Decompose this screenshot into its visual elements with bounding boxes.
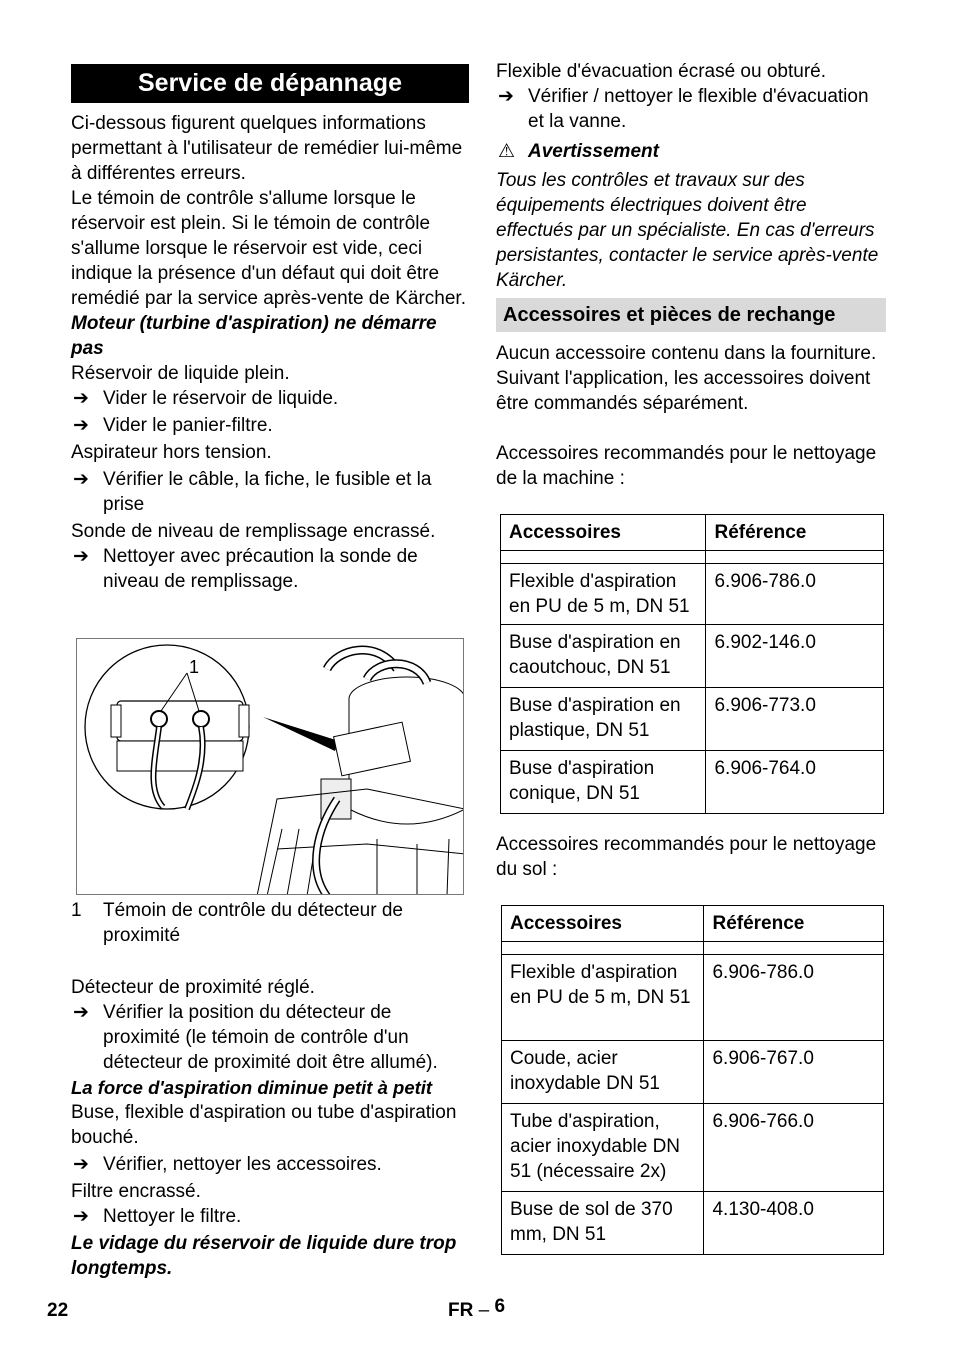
- machine-accessories-intro: Accessoires recommandés pour le nettoyage de la machine :: [496, 443, 877, 489]
- action-item: [71, 1000, 469, 1075]
- page-number: 22: [47, 1300, 69, 1321]
- warning-text: Tous les contrôles et travaux sur des équipements électriques doivent être effectués par un spécialiste. En cas d'erreurs persistantes, contacter le service après-vente Kärcher.: [496, 170, 879, 291]
- accessory-reference: 6.906-786.0: [706, 564, 884, 625]
- legend-item: [71, 898, 469, 948]
- column-header-reference: Référence: [706, 515, 884, 551]
- troubleshoot-block-2: [71, 975, 469, 1281]
- table-row: [502, 955, 884, 1041]
- section-heading-accessories: Accessoires et pièces de rechange: [496, 298, 886, 332]
- accessory-reference: 6.902-146.0: [706, 625, 884, 688]
- table-row: [502, 1041, 884, 1104]
- accessory-reference: 4.130-408.0: [704, 1192, 884, 1255]
- action-text: Vérifier la position du détecteur de proximité (le témoin de contrôle d'un détecteur de proximité doit être allumé).: [103, 1002, 438, 1073]
- vacuum-sensor-drawing: [77, 639, 464, 895]
- accessory-name: Buse d'aspiration conique, DN 51: [501, 751, 706, 814]
- page-title: Service de dépannage: [71, 64, 469, 103]
- action-item: [71, 1152, 469, 1177]
- action-text: Vider le panier-filtre.: [103, 415, 273, 436]
- legend-text: Témoin de contrôle du détecteur de proximité: [103, 900, 403, 946]
- action-item: [496, 84, 886, 134]
- intro-paragraph-1: Ci-dessous figurent quelques informations permettant à l'utilisateur de remédier lui-même à différentes erreurs.: [71, 113, 463, 184]
- table-row: [502, 1104, 884, 1192]
- action-text: Vérifier / nettoyer le flexible d'évacuation et la vanne.: [528, 86, 869, 132]
- accessory-name: Buse d'aspiration en caoutchouc, DN 51: [501, 625, 706, 688]
- action-item: [71, 1204, 469, 1229]
- warning-icon: ⚠: [498, 141, 516, 162]
- table-header-row: [501, 515, 884, 551]
- column-header-reference: Référence: [704, 906, 884, 942]
- floor-accessories-intro-block: [496, 832, 886, 882]
- device-illustration: [76, 638, 464, 895]
- table-row: [501, 688, 884, 751]
- callout-number: 1: [189, 657, 200, 677]
- arrow-right-icon: ➔: [73, 546, 89, 567]
- arrow-right-icon: ➔: [73, 415, 89, 436]
- section-heading-motor: Moteur (turbine d'aspiration) ne démarre pas: [71, 313, 437, 359]
- warning-heading: [496, 139, 886, 164]
- footer-lang-code: FR: [448, 1300, 474, 1321]
- action-text: Vider le réservoir de liquide.: [103, 388, 339, 409]
- accessory-reference: 6.906-786.0: [704, 955, 884, 1041]
- accessory-name: Flexible d'aspiration en PU de 5 m, DN 51: [501, 564, 706, 625]
- cause-text: Filtre encrassé.: [71, 1181, 201, 1202]
- intro-paragraph-2: Le témoin de contrôle s'allume lorsque le réservoir est plein. Si le témoin de contrôle s'allume lorsque le réservoir est vide, ceci indique la présence d'un défaut qui doit être remédié par la service après-vente de Kärcher.: [71, 188, 466, 309]
- cause-text: Détecteur de proximité réglé.: [71, 977, 315, 998]
- section-heading-emptying: Le vidage du réservoir de liquide dure trop longtemps.: [71, 1233, 457, 1279]
- accessory-reference: 6.906-766.0: [704, 1104, 884, 1192]
- action-item: [71, 413, 469, 438]
- arrow-right-icon: ➔: [73, 1154, 89, 1175]
- floor-accessories-intro: Accessoires recommandés pour le nettoyage du sol :: [496, 834, 877, 880]
- footer-section-number: 6: [494, 1296, 506, 1317]
- action-text: Nettoyer le filtre.: [103, 1206, 242, 1227]
- cause-text: Flexible d'évacuation écrasé ou obturé.: [496, 61, 826, 82]
- action-item: [71, 467, 469, 517]
- accessory-name: Buse d'aspiration en plastique, DN 51: [501, 688, 706, 751]
- cause-text: Aspirateur hors tension.: [71, 442, 272, 463]
- action-text: Vérifier le câble, la fiche, le fusible et la prise: [103, 469, 432, 515]
- accessories-intro: Aucun accessoire contenu dans la fourniture. Suivant l'application, les accessoires doivent être commandés séparément.: [496, 343, 877, 414]
- action-item: [71, 544, 469, 594]
- accessory-reference: 6.906-767.0: [704, 1041, 884, 1104]
- accessory-name: Coude, acier inoxydable DN 51: [502, 1041, 704, 1104]
- table-row: [501, 751, 884, 814]
- table-header-row: [502, 906, 884, 942]
- accessory-name: Flexible d'aspiration en PU de 5 m, DN 51: [502, 955, 704, 1041]
- intro-block: [71, 111, 469, 594]
- accessories-intro-block: [496, 341, 886, 491]
- right-top-block: [496, 59, 886, 293]
- arrow-right-icon: ➔: [73, 1206, 89, 1227]
- accessory-reference: 6.906-773.0: [706, 688, 884, 751]
- table-row: [502, 1192, 884, 1255]
- action-text: Nettoyer avec précaution la sonde de niveau de remplissage.: [103, 546, 418, 592]
- arrow-right-icon: ➔: [73, 469, 89, 490]
- footer-language: [448, 1298, 505, 1323]
- action-item: [71, 386, 469, 411]
- cause-text: Buse, flexible d'aspiration ou tube d'aspiration bouché.: [71, 1102, 457, 1148]
- action-text: Vérifier, nettoyer les accessoires.: [103, 1154, 382, 1175]
- cause-text: Sonde de niveau de remplissage encrassé.: [71, 521, 436, 542]
- arrow-right-icon: ➔: [73, 388, 89, 409]
- accessory-name: Tube d'aspiration, acier inoxydable DN 51 (nécessaire 2x): [502, 1104, 704, 1192]
- accessory-name: Buse de sol de 370 mm, DN 51: [502, 1192, 704, 1255]
- column-header-accessories: Accessoires: [501, 515, 706, 551]
- column-header-accessories: Accessoires: [502, 906, 704, 942]
- legend-number: 1: [71, 900, 82, 921]
- figure-legend: [71, 898, 469, 948]
- machine-accessories-table: [500, 514, 884, 814]
- table-row: [501, 625, 884, 688]
- cause-text: Réservoir de liquide plein.: [71, 363, 290, 384]
- arrow-right-icon: ➔: [498, 86, 514, 107]
- footer-dash: –: [478, 1300, 490, 1321]
- section-heading-suction: La force d'aspiration diminue petit à petit: [71, 1077, 433, 1098]
- table-row: [501, 564, 884, 625]
- arrow-right-icon: ➔: [73, 1002, 89, 1023]
- accessory-reference: 6.906-764.0: [706, 751, 884, 814]
- floor-accessories-table: [501, 905, 884, 1255]
- warning-label: Avertissement: [528, 141, 659, 162]
